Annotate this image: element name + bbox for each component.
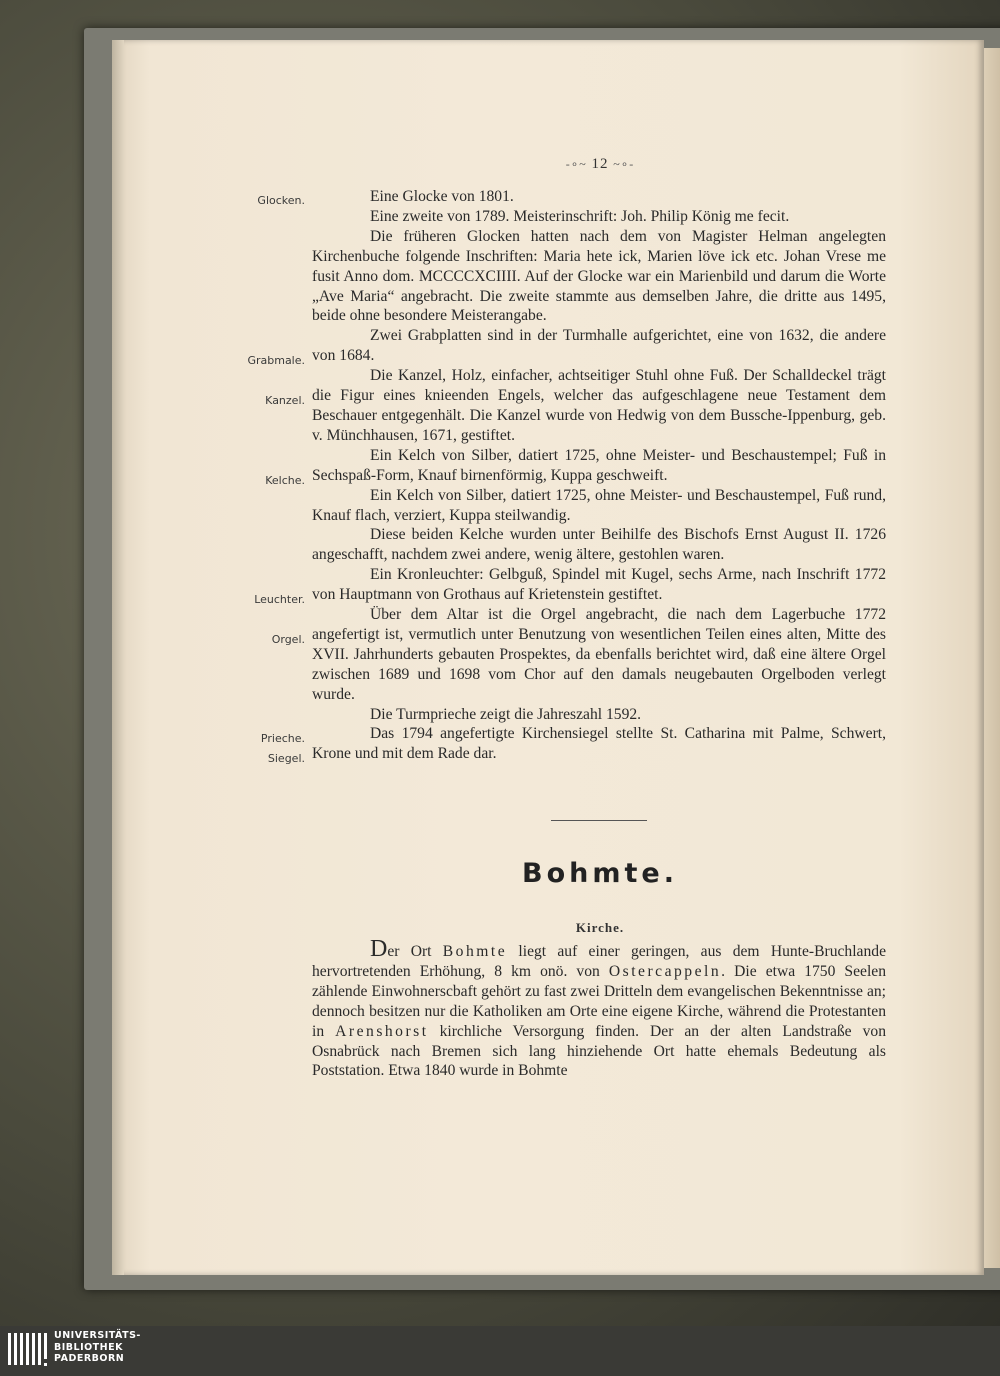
library-logo-icon	[8, 1331, 48, 1371]
paragraph-bohmte: Der Ort Bohmte liegt auf einer geringen, aus dem Hunte-Bruchlande hervortretenden Erhöhung, 8 km onö. von Ostercappeln. Die etwa 1750 Seelen zählende Einwohnerscbaft gehört zu fast zwei Dritteln dem evangelischen Bekenntnisse an; dennoch besitzen nur die Katholiken am Orte eine eigene Kirche, während die Protestanten in Arenshorst kirchliche Versorgung finden. Der an der alten Landstraße von Osnabrück nach Bremen sich lang hinziehende Ort hatte ehemals Bedeutung als Poststation. Etwa 1840 wurde in Bohmte	[312, 936, 887, 1080]
margin-label-orgel: Orgel.	[271, 633, 305, 646]
paragraph-kelche-beihilfe: Diese beiden Kelche wurden unter Beihilfe des Bischofs Ernst August II. 1726 angeschafft, nachdem zwei andere, wenig ältere, gestohlen waren.	[312, 526, 886, 564]
section-title: Bohmte.	[522, 858, 678, 889]
margin-label-prieche: Prieche.	[260, 732, 305, 745]
paragraph-fruehere-glocken: Die früheren Glocken hatten nach dem von Magister Helman angelegten Kirchenbuche folgende Inschriften: Maria hete ick, Marien löve ick etc. Johan Vrese me fusit Anno dom. MCCCCXCIIII. Auf der Glocke war ein Marienbild und darum die Worte „Ave Maria“ angebracht. Die zweite stammte aus demselben Jahre, die dritte aus 1495, beide ohne besondere Meisterangabe.	[312, 227, 886, 325]
left-ornament-icon: -∘~	[565, 157, 587, 171]
margin-label-kelche: Kelche.	[265, 474, 305, 487]
paragraph-kelch-2: Ein Kelch von Silber, datiert 1725, ohne Meister- und Beschaustempel, Fuß rund, Knauf flach, verziert, Kuppa steilwandig.	[312, 486, 886, 524]
section-subtitle: Kirche.	[575, 920, 625, 935]
paragraph-turmprieche: Die Turmprieche zeigt die Jahreszahl 1592.	[370, 705, 642, 723]
footer-bar	[0, 1326, 1000, 1376]
place-name: Arenshorst	[335, 1022, 429, 1040]
margin-label-siegel: Siegel.	[267, 752, 305, 765]
inventory-text	[312, 187, 886, 764]
bohmte-text	[312, 936, 887, 1081]
paragraph-kirchensiegel: Das 1794 angefertigte Kirchensiegel stellte St. Catharina mit Palme, Schwert, Krone und mit dem Rade dar.	[312, 725, 886, 763]
right-ornament-icon: ~∘-	[613, 157, 635, 171]
margin-label-leuchter: Leuchter.	[254, 593, 305, 606]
paragraph-kelch-1: Ein Kelch von Silber, datiert 1725, ohne Meister- und Beschaustempel; Fuß in Sechspaß-Form, Knauf birnenförmig, Kuppa geschweift.	[312, 446, 886, 484]
paragraph-grabplatten: Zwei Grabplatten sind in der Turmhalle aufgerichtet, eine von 1632, die andere von 1684.	[312, 327, 886, 365]
page-number: -∘~ 12 ~∘-	[565, 156, 635, 172]
paragraph-orgel: Über dem Altar ist die Orgel angebracht, die nach dem Lagerbuche 1772 angefertigt ist, vermutlich unter Benutzung von wesentlichen Teilen eines alten, Mitte des XVII. Jahrhunderts gebauten Prospektes, da ebenfalls berichtet wird, daß eine ältere Orgel zwischen 1689 und 1698 vom Chor auf den damals neugebauten Orgelboden verlegt wurde.	[312, 606, 886, 703]
section-divider	[551, 820, 647, 821]
paragraph-glocke-1801: Eine Glocke von 1801.	[370, 188, 514, 205]
drop-cap: D	[370, 936, 388, 962]
paragraph-kanzel: Die Kanzel, Holz, einfacher, achtseitiger Stuhl ohne Fuß. Der Schalldeckel trägt die Figur eines knieenden Engels, welcher das aufgeschlagene neue Testament dem Beschauer entgegenhält. Die Kanzel wurde von Hedwig von dem Bussche-Ippenburg, geb. v. Münchhausen, 1671, gestiftet.	[312, 367, 886, 444]
place-name: Bohmte	[442, 943, 508, 960]
paragraph-glocke-1789: Eine zweite von 1789. Meisterinschrift: Joh. Philip König me fecit.	[370, 207, 790, 225]
margin-label-kanzel: Kanzel.	[265, 394, 305, 407]
library-logo-text: UNIVERSITÄTS- BIBLIOTHEK PADERBORN	[54, 1330, 141, 1364]
place-name: Ostercappeln	[608, 962, 722, 980]
margin-label-grabmale: Grabmale.	[247, 354, 305, 367]
margin-label-glocken: Glocken.	[257, 194, 305, 207]
paragraph-kronleuchter: Ein Kronleuchter: Gelbguß, Spindel mit Kugel, sechs Arme, nach Inschrift 1772 von Hauptmann von Grothaus auf Krietenstein gestiftet.	[312, 566, 886, 604]
